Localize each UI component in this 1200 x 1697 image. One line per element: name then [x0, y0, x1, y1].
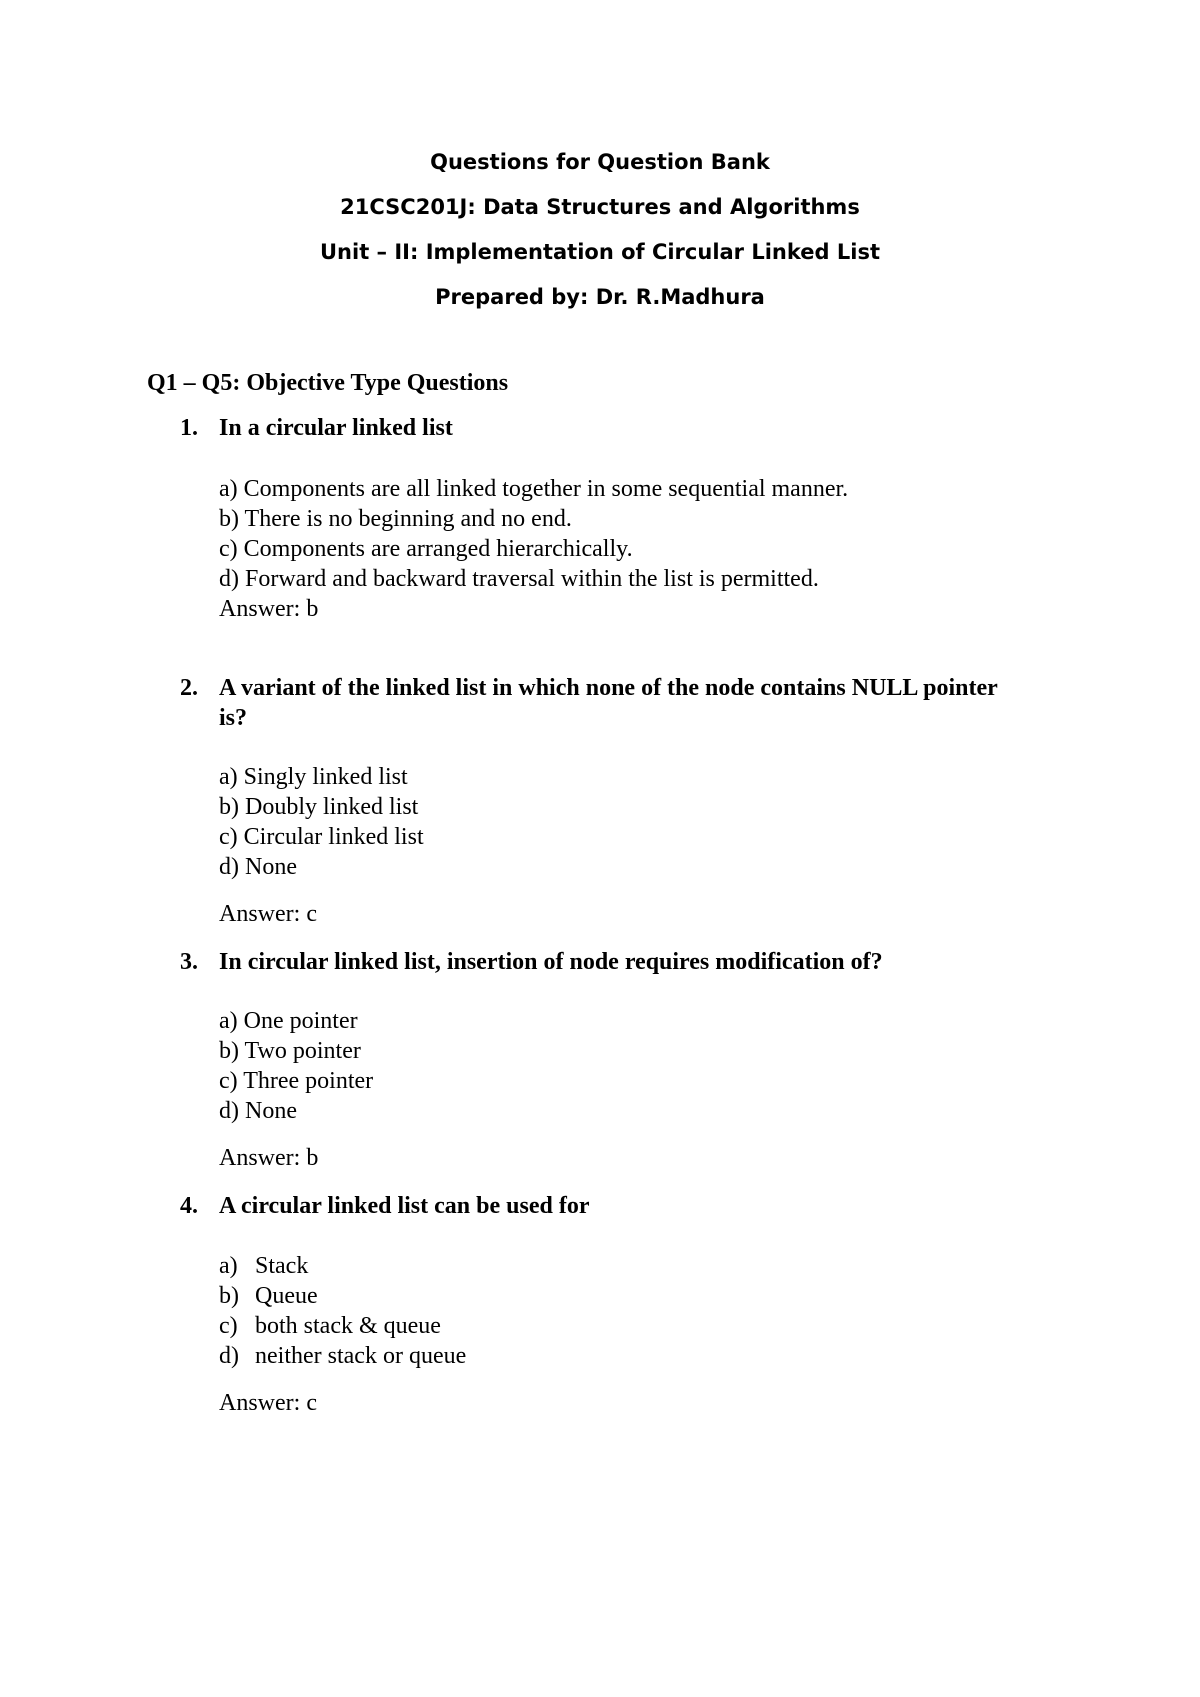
question-number: 2.: [180, 675, 198, 701]
answer-option: c) Circular linked list: [219, 824, 424, 850]
unit-title: Unit – II: Implementation of Circular Linked List: [320, 240, 880, 264]
option-text: Stack: [255, 1253, 309, 1279]
answer-option: b) Doubly linked list: [219, 794, 419, 820]
answer-option: a) Components are all linked together in some sequential manner.: [219, 476, 849, 502]
answer-option: [219, 1343, 466, 1370]
answer-option: [219, 1313, 441, 1340]
prepared-by: Prepared by: Dr. R.Madhura: [435, 285, 765, 309]
answer-key: Answer: b: [219, 1145, 319, 1171]
answer-option: [219, 1283, 318, 1310]
answer-option: d) Forward and backward traversal within the list is permitted.: [219, 566, 819, 592]
option-text: neither stack or queue: [255, 1343, 467, 1369]
answer-option: c) Three pointer: [219, 1068, 374, 1094]
document-title: Questions for Question Bank: [430, 150, 770, 174]
answer-option: b) Two pointer: [219, 1038, 361, 1064]
option-label: d): [219, 1343, 239, 1369]
answer-option: [219, 1253, 308, 1280]
answer-key: Answer: b: [219, 596, 319, 622]
question-text: A circular linked list can be used for: [219, 1193, 590, 1219]
answer-key: Answer: c: [219, 901, 317, 927]
question-text: In a circular linked list: [219, 415, 453, 441]
option-label: c): [219, 1313, 238, 1339]
question-text: In circular linked list, insertion of node requires modification of?: [219, 949, 883, 975]
answer-option: d) None: [219, 854, 297, 880]
question-number: 3.: [180, 949, 198, 975]
answer-option: d) None: [219, 1098, 297, 1124]
answer-option: b) There is no beginning and no end.: [219, 506, 572, 532]
option-label: a): [219, 1253, 238, 1279]
question-text: A variant of the linked list in which none of the node contains NULL pointer is?: [219, 675, 998, 731]
section-title: Q1 – Q5: Objective Type Questions: [147, 370, 509, 396]
question-number: 4.: [180, 1193, 198, 1219]
answer-option: a) One pointer: [219, 1008, 358, 1034]
answer-key: Answer: c: [219, 1390, 317, 1416]
answer-option: c) Components are arranged hierarchically.: [219, 536, 633, 562]
option-label: b): [219, 1283, 239, 1309]
course-title: 21CSC201J: Data Structures and Algorithms: [340, 195, 860, 219]
option-text: Queue: [255, 1283, 318, 1309]
option-text: both stack & queue: [255, 1313, 441, 1339]
question-number: 1.: [180, 415, 198, 441]
answer-option: a) Singly linked list: [219, 764, 408, 790]
